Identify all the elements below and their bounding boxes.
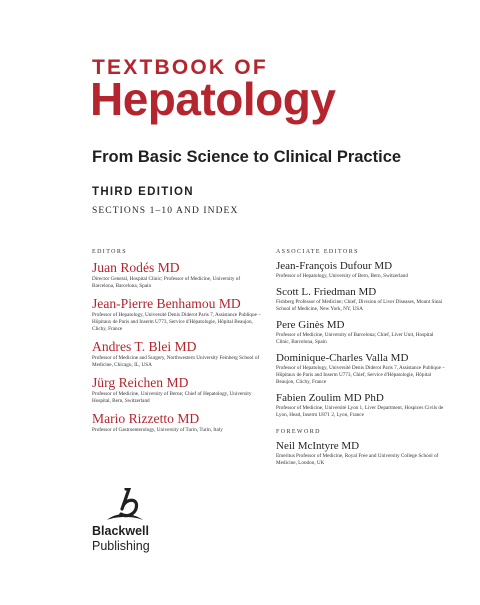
- blackwell-b-logo-icon: [106, 488, 144, 522]
- foreword-heading: FOREWORD: [276, 429, 321, 435]
- associate-editor-entry: [276, 319, 446, 346]
- associate-editor-entry: [276, 286, 446, 313]
- editor-name: Andres T. Blei MD: [92, 339, 197, 354]
- associate-editor-name: Dominique-Charles Valla MD: [276, 352, 409, 364]
- book-subtitle: From Basic Science to Clinical Practice: [92, 148, 402, 166]
- associate-editor-entry: [276, 260, 446, 280]
- publisher-line2: Publishing: [92, 539, 150, 553]
- editor-entry: [92, 339, 262, 369]
- editor-name: Jean-Pierre Benhamou MD: [92, 296, 241, 311]
- sections-label: SECTIONS 1–10 AND INDEX: [92, 206, 239, 216]
- associate-editor-affiliation: Professor of Medicine, University of Barcelona; Chief, Liver Unit, Hospital Clinic, Barcelona, Spain: [276, 332, 434, 345]
- publisher-name: Blackwell: [92, 524, 149, 538]
- editor-affiliation: Professor of Medicine and Surgery, Northwestern University Feinberg School of Medicine, Chicago, IL, USA: [92, 355, 260, 368]
- editor-affiliation: Professor of Hepatology, Université Denis Diderot Paris 7, Assistance Publique – Hôpitaux de Paris and Inserm U773, Service d'Hépatologie, Hôpital Beaujon, Clichy, France: [92, 312, 261, 332]
- associate-editor-name: Fabien Zoulim MD PhD: [276, 392, 384, 404]
- foreword-entry: [276, 440, 446, 467]
- editor-name: Juan Rodés MD: [92, 260, 180, 275]
- associate-editor-entry: [276, 352, 446, 386]
- editor-entry: [92, 411, 262, 434]
- associate-editor-affiliation: Professor of Hepatology, University of Bern, Bern, Switzerland: [276, 273, 408, 279]
- editor-name: Jürg Reichen MD: [92, 375, 189, 390]
- editor-affiliation: Director General, Hospital Clinic; Professor of Medicine, University of Barcelona, Barcelona, Spain: [92, 276, 241, 289]
- associate-editors-heading: ASSOCIATE EDITORS: [276, 249, 359, 255]
- editors-column: [92, 249, 262, 440]
- title-prefix: TEXTBOOK OF: [92, 56, 268, 79]
- associate-editor-affiliation: Professor of Medicine, Université Lyon 1, Liver Department, Hospices Civils de Lyon, Head, Inserm U871 2, Lyon, France: [276, 405, 444, 418]
- foreword-section: [276, 429, 446, 467]
- associate-editor-name: Jean-François Dufour MD: [276, 260, 393, 272]
- foreword-author-name: Neil McIntyre MD: [276, 440, 360, 452]
- associate-editor-affiliation: Professor of Hepatology, Université Denis Diderot Paris 7, Assistance Publique – Hôpitaux de Paris and Inserm U773, Chief, Service d'Hépatologie, Hôpital Beaujon, Clichy, France: [276, 365, 445, 385]
- book-title: Hepatology: [90, 73, 336, 125]
- associate-editor-name: Pere Ginès MD: [276, 319, 345, 331]
- foreword-author-affiliation: Emeritus Professor of Medicine, Royal Free and University College School of Medicine, London, UK: [276, 453, 439, 466]
- edition-label: THIRD EDITION: [92, 186, 194, 198]
- editor-affiliation: Professor of Gastroenterology, University of Turin, Turin, Italy: [92, 427, 223, 433]
- editor-entry: [92, 375, 262, 405]
- editors-heading: EDITORS: [92, 249, 128, 255]
- editor-name: Mario Rizzetto MD: [92, 411, 200, 426]
- associate-editor-entry: [276, 392, 446, 419]
- associate-editor-affiliation: Fishberg Professor of Medicine; Chief, Division of Liver Diseases, Mount Sinai School of Medicine, New York, NY, USA: [276, 299, 443, 312]
- editor-entry: [92, 296, 262, 333]
- associate-editor-name: Scott L. Friedman MD: [276, 286, 377, 298]
- publisher-logo: [92, 488, 162, 558]
- editor-entry: [92, 260, 262, 290]
- associate-editors-column: [276, 249, 446, 473]
- editor-affiliation: Professor of Medicine, University of Berne; Chief of Hepatology, University Hospital, Bern, Switzerland: [92, 391, 252, 404]
